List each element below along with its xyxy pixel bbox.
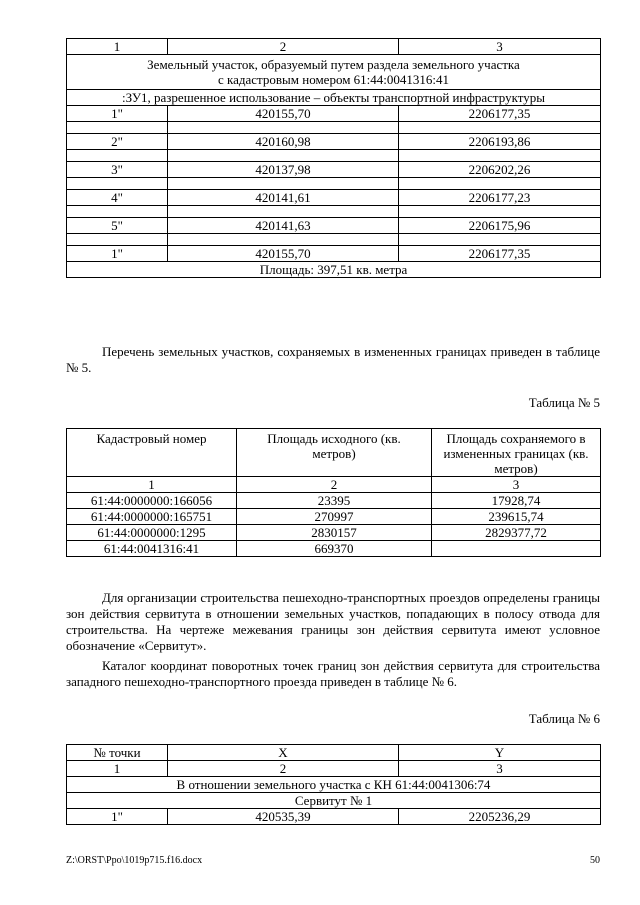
point-cell: 5" [67,218,168,234]
empty-cell [399,206,601,218]
empty-row [67,122,601,134]
header-y: Y [399,745,601,761]
column-number-cell: 2 [237,477,432,493]
table-header-row [67,39,601,55]
empty-cell [399,234,601,246]
cadastral-cell: 61:44:0000000:165751 [67,509,237,525]
x-cell: 420155,70 [168,246,399,262]
empty-row [67,150,601,162]
paragraph-parcels-list: Перечень земельных участков, сохраняемых в измененных границах приведен в таблице № 5. [66,344,600,375]
column-number-cell: 1 [67,761,168,777]
point-cell: 4" [67,190,168,206]
header-cadastral-number: Кадастровый номер [67,429,237,477]
empty-cell [168,150,399,162]
empty-cell [67,178,168,190]
column-number-cell: 3 [399,39,601,55]
kept-parcels-table [66,428,601,557]
empty-cell [399,178,601,190]
y-cell: 2205236,29 [399,809,601,825]
table-row [67,809,601,825]
table-row [67,493,601,509]
coordinates-table-zu1 [66,38,601,278]
y-cell: 2206177,35 [399,106,601,122]
parcel-cell: В отношении земельного участка с КН 61:44:0041306:74 [67,777,601,793]
parcel-title-line1: Земельный участок, образуемый путем раздела земельного участка [147,57,520,72]
x-cell: 420141,61 [168,190,399,206]
point-cell: 3" [67,162,168,178]
source-area-cell: 669370 [237,541,432,557]
area-row [67,262,601,278]
table-row [67,218,601,234]
table-row [67,134,601,150]
parcel-subtitle-cell: :ЗУ1, разрешенное использование – объекты транспортной инфраструктуры [67,90,601,106]
footer-page-number: 50 [590,855,600,866]
x-cell: 420535,39 [168,809,399,825]
point-cell: 1" [67,106,168,122]
table-header-row [67,745,601,761]
header-x: X [168,745,399,761]
y-cell: 2206202,26 [399,162,601,178]
empty-cell [399,150,601,162]
y-cell: 2206175,96 [399,218,601,234]
kept-area-cell [432,541,601,557]
kept-area-cell: 2829377,72 [432,525,601,541]
column-number-cell: 1 [67,39,168,55]
empty-cell [67,206,168,218]
parcel-title-row [67,55,601,90]
empty-cell [168,206,399,218]
kept-area-cell: 17928,74 [432,493,601,509]
footer-file-path: Z:\ORST\Ppo\1019p715.f16.docx [66,855,203,866]
empty-cell [67,234,168,246]
empty-cell [168,234,399,246]
kept-area-cell: 239615,74 [432,509,601,525]
column-number-cell: 2 [168,39,399,55]
source-area-cell: 23395 [237,493,432,509]
parcel-row [67,777,601,793]
header-point-number: № точки [67,745,168,761]
empty-row [67,178,601,190]
x-cell: 420155,70 [168,106,399,122]
header-kept-area: Площадь сохраняемого в измененных границах (кв. метров) [432,429,601,477]
cadastral-cell: 61:44:0000000:166056 [67,493,237,509]
table-row [67,106,601,122]
servitude-row [67,793,601,809]
table-row [67,162,601,178]
cadastral-cell: 61:44:0000000:1295 [67,525,237,541]
column-number-cell: 1 [67,477,237,493]
column-number-cell: 2 [168,761,399,777]
point-cell: 1" [67,246,168,262]
table-row [67,246,601,262]
y-cell: 2206177,23 [399,190,601,206]
x-cell: 420141,63 [168,218,399,234]
empty-cell [168,178,399,190]
parcel-title-line2: с кадастровым номером 61:44:0041316:41 [217,72,450,87]
y-cell: 2206193,86 [399,134,601,150]
empty-cell [399,122,601,134]
paragraph-coordinates-catalog: Каталог координат поворотных точек границ зон действия сервитута для строительства западного пешеходно-транспортного проезда приведен в таблице № 6. [66,658,600,689]
table-row [67,541,601,557]
table-number-row [67,761,601,777]
table6-caption: Таблица № 6 [528,711,600,726]
header-source-area: Площадь исходного (кв. метров) [237,429,432,477]
paragraph-servitude-zones: Для организации строительства пешеходно-транспортных проездов определены границы зон действия сервитута в отношении земельных участков, попадающих в полосу отвода для строительства. На чертеже межевания границы зон действия сервитута имеют условное обозначение «Сервитут». [66,590,600,653]
table5-caption: Таблица № 5 [528,395,600,410]
table-row [67,190,601,206]
x-cell: 420137,98 [168,162,399,178]
empty-cell [168,122,399,134]
point-cell: 1" [67,809,168,825]
table-row [67,525,601,541]
servitude-cell: Сервитут № 1 [67,793,601,809]
point-cell: 2" [67,134,168,150]
empty-row [67,206,601,218]
table-header-row [67,429,601,477]
cadastral-cell: 61:44:0041316:41 [67,541,237,557]
empty-cell [67,122,168,134]
source-area-cell: 270997 [237,509,432,525]
column-number-cell: 3 [399,761,601,777]
x-cell: 420160,98 [168,134,399,150]
table-number-row [67,477,601,493]
area-cell: Площадь: 397,51 кв. метра [67,262,601,278]
parcel-subtitle-row [67,90,601,106]
source-area-cell: 2830157 [237,525,432,541]
servitude-coordinates-table [66,744,601,825]
column-number-cell: 3 [432,477,601,493]
parcel-title-cell [67,55,601,90]
empty-cell [67,150,168,162]
y-cell: 2206177,35 [399,246,601,262]
table-row [67,509,601,525]
empty-row [67,234,601,246]
